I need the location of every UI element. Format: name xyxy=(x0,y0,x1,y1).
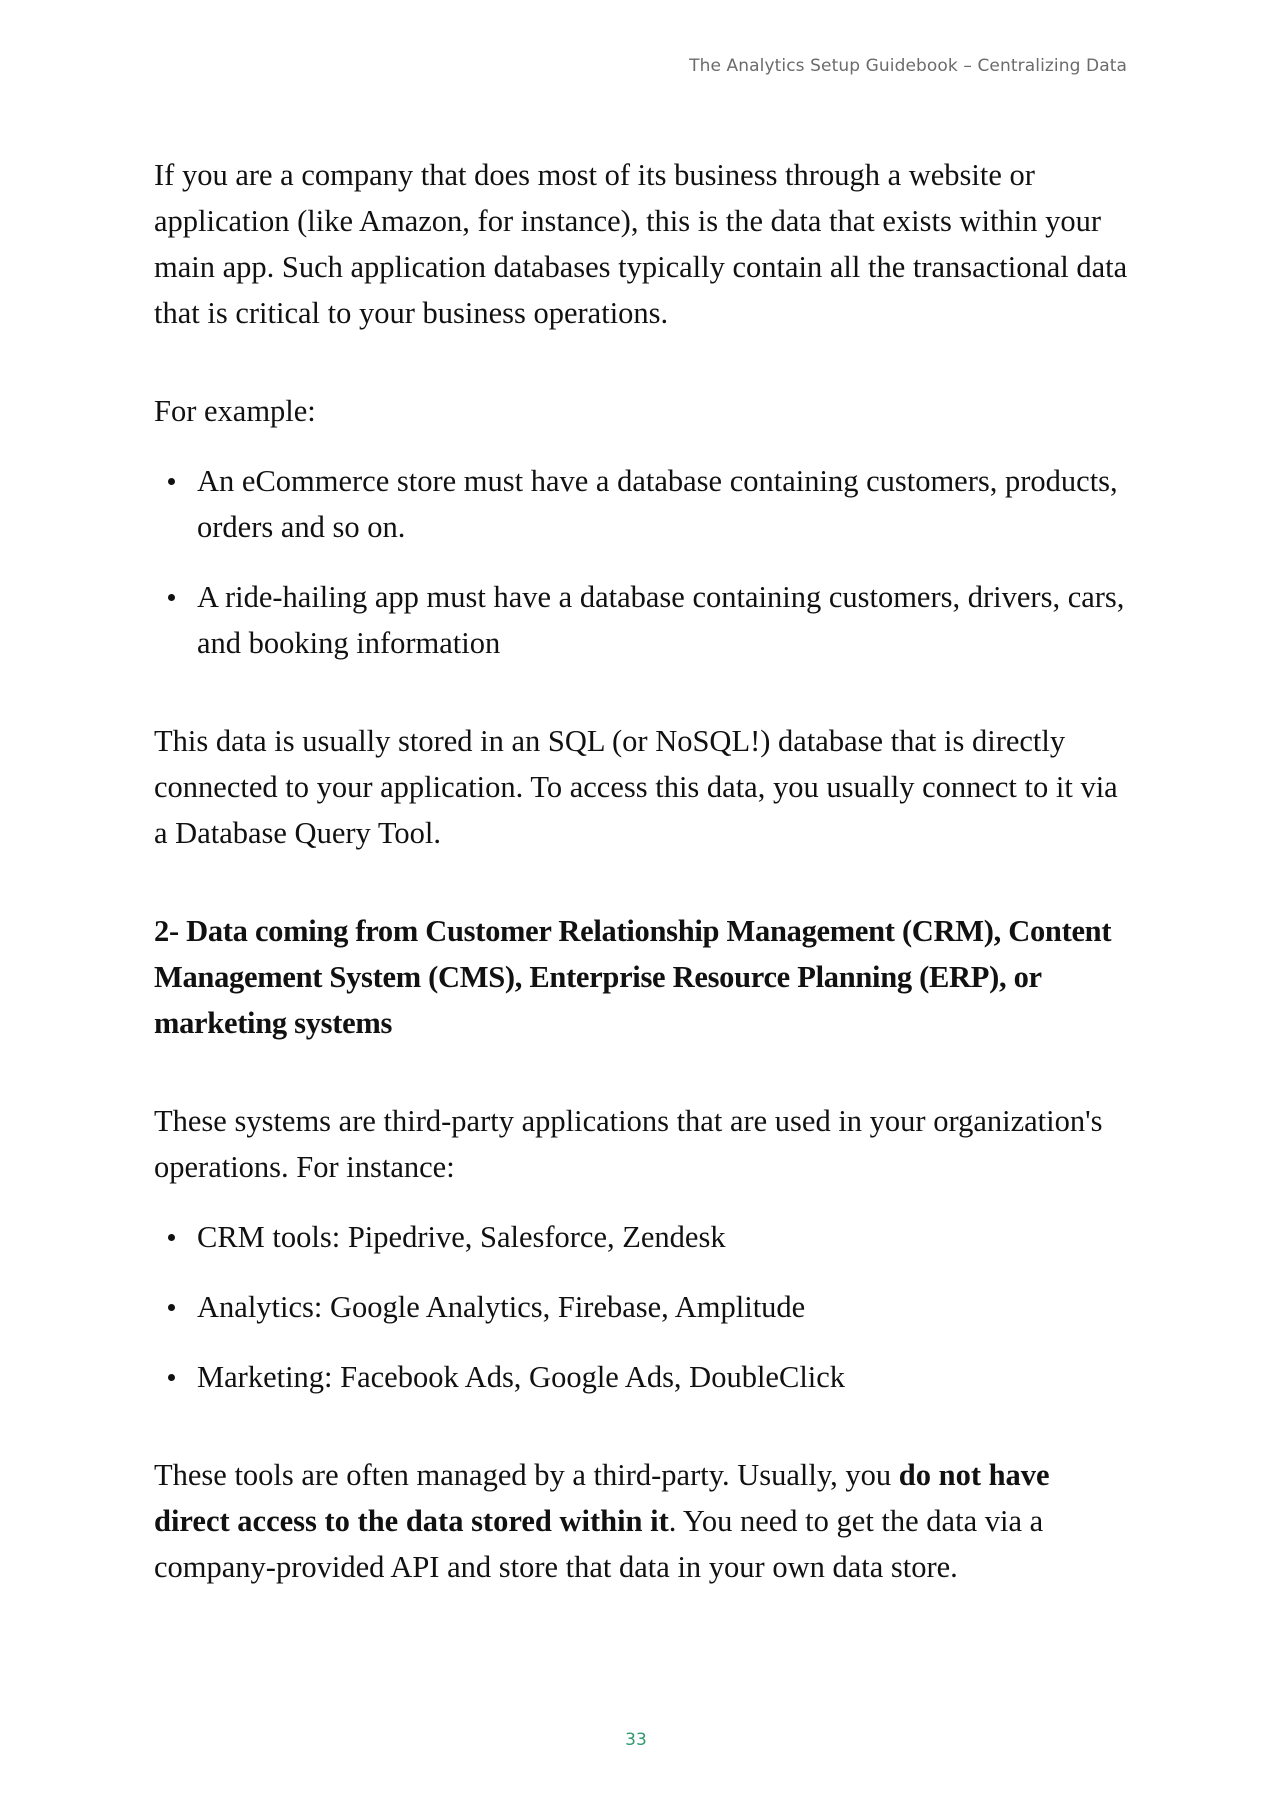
intro-paragraph: If you are a company that does most of its business through a website or application (like Amazon, for instance), this is the data that exists within your main app. Such application databases typically contain all the transactional data that is critical to your business operations. xyxy=(154,158,1128,330)
page-number: 33 xyxy=(625,1730,647,1750)
closing-emphasis: do not have direct access to the data stored within it xyxy=(154,1458,1050,1538)
systems-paragraph: These systems are third-party applications that are used in your organization's operations. For instance: xyxy=(154,1104,1103,1184)
page-content xyxy=(154,152,1129,1590)
example-lead: For example: xyxy=(154,394,316,428)
closing-text-end: . You need to get the data via a company-provided API and store that data in your own data store. xyxy=(154,1504,1044,1584)
closing-text-start: These tools are often managed by a third-party. Usually, you xyxy=(154,1458,899,1492)
list-item: An eCommerce store must have a database containing customers, products, orders and so on. xyxy=(154,458,1129,550)
closing-paragraph xyxy=(154,1452,1129,1590)
systems-list xyxy=(154,1214,1129,1400)
list-item: CRM tools: Pipedrive, Salesforce, Zendesk xyxy=(154,1214,1129,1260)
list-item: A ride-hailing app must have a database containing customers, drivers, cars, and booking information xyxy=(154,574,1129,666)
list-item: Analytics: Google Analytics, Firebase, Amplitude xyxy=(154,1284,1129,1330)
list-item: Marketing: Facebook Ads, Google Ads, DoubleClick xyxy=(154,1354,1129,1400)
example-list xyxy=(154,458,1129,666)
running-header: The Analytics Setup Guidebook – Centralizing Data xyxy=(689,56,1127,76)
sql-paragraph: This data is usually stored in an SQL (or NoSQL!) database that is directly connected to your application. To access this data, you usually connect to it via a Database Query Tool. xyxy=(154,724,1118,850)
section-heading: 2- Data coming from Customer Relationship Management (CRM), Content Management System (CMS), Enterprise Resource Planning (ERP), or marketing systems xyxy=(154,914,1112,1040)
